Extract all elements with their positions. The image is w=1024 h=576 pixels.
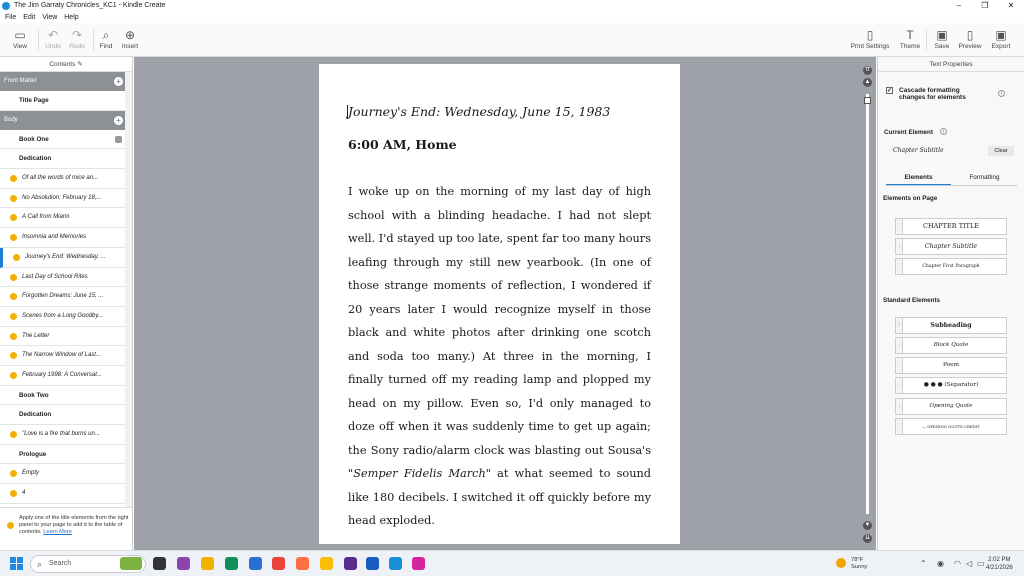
- save-icon: ▣: [936, 28, 948, 42]
- scroll-track[interactable]: [866, 94, 869, 514]
- toc-item[interactable]: Prologue: [0, 445, 132, 465]
- word-icon[interactable]: [366, 557, 379, 570]
- maximize-button[interactable]: ❐: [981, 1, 989, 10]
- element-opening-quote[interactable]: ⋮ Opening Quote: [895, 398, 1007, 415]
- menu-view[interactable]: View: [42, 14, 58, 21]
- taskbar: [0, 550, 1024, 576]
- info-icon[interactable]: i: [998, 90, 1005, 97]
- window-title: The Jim Garraty Chronicles_KC1 - Kindle Create: [14, 2, 166, 9]
- preview-icon: ▯: [966, 28, 974, 42]
- photos-icon[interactable]: [320, 557, 333, 570]
- find-button[interactable]: ⌕ Find: [91, 27, 121, 50]
- toc-item[interactable]: Scenes from a Long Goodby...: [0, 307, 132, 327]
- section-body: Body +: [0, 111, 132, 130]
- grip-icon: ⋮: [895, 377, 903, 394]
- first-page-icon[interactable]: ⇈: [864, 67, 871, 73]
- text-properties-panel: [877, 57, 1024, 550]
- toc-item[interactable]: The Letter: [0, 327, 132, 347]
- toc-item[interactable]: Of all the words of mice an...: [0, 169, 132, 189]
- export-button[interactable]: ▣ Export: [986, 27, 1016, 50]
- toc-item[interactable]: Last Day of School Rites: [0, 268, 132, 288]
- toc-item[interactable]: Book Two: [0, 386, 132, 406]
- toc-item[interactable]: February 1998: A Conversat...: [0, 366, 132, 386]
- prev-page-icon[interactable]: ▲: [864, 79, 871, 85]
- grip-icon: ⋮: [895, 258, 903, 275]
- toc-item-selected[interactable]: Journey's End: Wednesday, ...: [0, 248, 132, 268]
- undo-button[interactable]: ↶ Undo: [38, 27, 68, 50]
- minimize-button[interactable]: –: [956, 1, 962, 10]
- book-page[interactable]: [319, 64, 680, 544]
- menu-file[interactable]: File: [5, 14, 17, 21]
- view-icon: ▭: [14, 28, 26, 42]
- warning-dot-icon: [10, 214, 17, 221]
- element-opening-quote-credit[interactable]: ⋮ — OPENING QUOTE CREDIT: [895, 418, 1007, 435]
- elements-on-page-label: Elements on Page: [883, 195, 938, 202]
- warning-dot-icon: [13, 254, 20, 261]
- toc-item[interactable]: A Call from Miami: [0, 208, 132, 228]
- theme-button[interactable]: T Theme: [895, 27, 925, 50]
- warning-dot-icon: [10, 234, 17, 241]
- toc-item[interactable]: Dedication: [0, 149, 132, 169]
- learn-more-link[interactable]: Learn More: [43, 529, 72, 535]
- warning-dot-icon: [10, 490, 17, 497]
- cascade-checkbox[interactable]: ✓: [887, 88, 893, 94]
- contents-list: [0, 72, 132, 507]
- toc-item[interactable]: The Narrow Window of Last...: [0, 346, 132, 366]
- tab-elements[interactable]: Elements: [886, 171, 951, 186]
- volume-icon[interactable]: ◁: [966, 559, 973, 568]
- grip-icon: ⋮: [895, 317, 903, 334]
- toc-item[interactable]: 4: [0, 484, 132, 504]
- kindle-create-taskbar-icon[interactable]: [389, 557, 402, 570]
- book-icon: ▯: [866, 28, 874, 42]
- section-front-matter: Front Matter +: [0, 72, 132, 91]
- warning-dot-icon: [10, 470, 17, 477]
- warning-dot-icon: [10, 372, 17, 379]
- view-button[interactable]: ▭ View: [5, 27, 35, 50]
- element-subheading[interactable]: ⋮ Subheading: [895, 317, 1007, 334]
- collapse-icon[interactable]: [115, 136, 122, 143]
- instagram-icon[interactable]: [412, 557, 425, 570]
- edge-icon[interactable]: [225, 557, 238, 570]
- grip-icon: ⋮: [895, 357, 903, 374]
- toc-item[interactable]: Insomnia and Memories: [0, 228, 132, 248]
- wifi-icon[interactable]: ◠: [954, 559, 961, 568]
- warning-dot-icon: [10, 431, 17, 438]
- preview-button[interactable]: ▯ Preview: [955, 27, 985, 50]
- task-view-icon[interactable]: [153, 557, 166, 570]
- tab-formatting[interactable]: Formatting: [969, 174, 1000, 181]
- document-canvas: [134, 57, 876, 550]
- warning-dot-icon: [10, 195, 17, 202]
- toc-item[interactable]: Empty: [0, 464, 132, 484]
- contents-scrollbar[interactable]: [125, 72, 132, 507]
- sun-icon: [836, 558, 846, 568]
- grip-icon: ⋮: [895, 418, 903, 435]
- element-block-quote[interactable]: ⋮ Block Quote: [895, 337, 1007, 354]
- page-scrollbar[interactable]: [862, 64, 872, 544]
- element-poem[interactable]: ⋮ Poem: [895, 357, 1007, 374]
- redo-button[interactable]: ↷ Redo: [62, 27, 92, 50]
- edit-icon[interactable]: ✎: [77, 61, 83, 68]
- start-button[interactable]: [10, 557, 23, 570]
- grip-icon: ⋮: [895, 218, 903, 235]
- export-icon: ▣: [995, 28, 1007, 42]
- contents-panel: [0, 57, 133, 550]
- windows-logo-icon: [10, 557, 16, 563]
- battery-icon[interactable]: ▭: [977, 559, 985, 568]
- warning-dot-icon: [10, 274, 17, 281]
- toc-item[interactable]: Book One: [0, 130, 132, 150]
- contents-header: Contents ✎: [0, 57, 132, 72]
- system-clock[interactable]: 2:02 PM 4/21/2026: [986, 557, 1013, 571]
- element-chapter-title[interactable]: ⋮ CHAPTER TITLE: [895, 218, 1007, 235]
- chapter-subtitle[interactable]: Journey's End: Wednesday, June 15, 1983: [348, 104, 611, 119]
- add-front-matter-icon[interactable]: +: [114, 77, 123, 86]
- standard-elements-label: Standard Elements: [883, 297, 941, 304]
- toc-item[interactable]: No Absolution: February 18,...: [0, 189, 132, 209]
- toc-item[interactable]: Dedication: [0, 405, 132, 425]
- search-icon: ⌕: [102, 28, 110, 42]
- kindle-create-icon: [2, 2, 10, 10]
- app-icon[interactable]: [344, 557, 357, 570]
- last-page-icon[interactable]: ⇊: [864, 535, 871, 541]
- chapter-first-paragraph[interactable]: I woke up on the morning of my last day of high school with a blinding headache. I had not slept well. I'd stayed up too late, spent far too many hours leafing through my still new yearbook. (In one of those strange moments of reflection, I wondered if 20 years later I would recognize myself in those black and white photos after drinking one scotch and soda too many.) At three in the morning, I finally turned off my reading lamp and plopped my head on my pillow. Even so, I'd only managed to doze off when it was suddenly time to get up again; the Sony radio/alarm clock was blasting out Sousa's "Semper Fidelis March" at what seemed to sound like 180 decibels. I switched it off quickly before my head exploded.: [348, 185, 651, 527]
- element-chapter-first-paragraph[interactable]: ⋮ Chapter First Paragraph: [895, 258, 1007, 275]
- toc-item[interactable]: Forgotten Dreams: June 15, ...: [0, 287, 132, 307]
- file-explorer-icon[interactable]: [201, 557, 214, 570]
- subheading[interactable]: 6:00 AM, Home: [348, 137, 457, 152]
- save-button[interactable]: ▣ Save: [927, 27, 957, 50]
- store-icon[interactable]: [249, 557, 262, 570]
- scroll-thumb[interactable]: [864, 97, 871, 104]
- warning-dot-icon: [10, 293, 17, 300]
- insert-button[interactable]: ⊕ Insert: [115, 27, 145, 50]
- firefox-icon[interactable]: [296, 557, 309, 570]
- element-chapter-subtitle[interactable]: ⋮ Chapter Subtitle: [895, 238, 1007, 255]
- close-button[interactable]: ✕: [1007, 1, 1015, 10]
- grip-icon: ⋮: [895, 337, 903, 354]
- window-titlebar: [0, 0, 1024, 12]
- text-properties-header: Text Properties: [878, 57, 1024, 72]
- plus-icon: ⊕: [124, 28, 136, 42]
- tabs-divider: [886, 185, 1017, 186]
- add-body-icon[interactable]: +: [114, 116, 123, 125]
- menu-edit[interactable]: Edit: [23, 14, 36, 21]
- search-icon: ⌕: [37, 559, 43, 569]
- undo-icon: ↶: [47, 28, 59, 42]
- theme-icon: T: [906, 28, 914, 42]
- print-settings-button[interactable]: ▯ Print Settings: [848, 27, 892, 50]
- widgets-icon[interactable]: [120, 557, 142, 570]
- menu-help[interactable]: Help: [64, 14, 79, 21]
- toc-item[interactable]: "Love is a fire that burns un...: [0, 425, 132, 445]
- menu-bar: [0, 12, 1024, 23]
- cascade-option[interactable]: ✓ Cascade formatting changes for elements: [887, 87, 966, 101]
- tray-chevron-icon[interactable]: ⌃: [920, 559, 927, 568]
- info-icon[interactable]: i: [940, 128, 947, 135]
- current-element-label: Current Element: [884, 129, 933, 136]
- current-element-value: Chapter Subtitle: [893, 147, 944, 154]
- grip-icon: ⋮: [895, 398, 903, 415]
- contents-hint: Apply one of the title elements from the right panel to your page to add it to the table of contents. Learn More: [0, 507, 133, 550]
- element-separator[interactable]: ⋮ ● ● ● (Separator): [895, 377, 1007, 394]
- copilot-icon[interactable]: [177, 557, 190, 570]
- warning-dot-icon: [7, 522, 14, 529]
- clear-button[interactable]: Clear: [988, 146, 1014, 156]
- weather-widget[interactable]: 78°F Sunny: [836, 557, 867, 571]
- grip-icon: ⋮: [895, 238, 903, 255]
- chrome-icon[interactable]: [272, 557, 285, 570]
- toc-item[interactable]: Title Page: [0, 91, 132, 111]
- warning-dot-icon: [10, 313, 17, 320]
- next-page-icon[interactable]: ▼: [864, 522, 871, 528]
- warning-dot-icon: [10, 333, 17, 340]
- toolbar: [0, 23, 1024, 57]
- redo-icon: ↷: [71, 28, 83, 42]
- warning-dot-icon: [10, 175, 17, 182]
- taskbar-search[interactable]: ⌕ Search: [30, 555, 146, 573]
- properties-tabs: [886, 171, 1017, 186]
- app-tray-icon[interactable]: ◉: [937, 559, 944, 568]
- warning-dot-icon: [10, 352, 17, 359]
